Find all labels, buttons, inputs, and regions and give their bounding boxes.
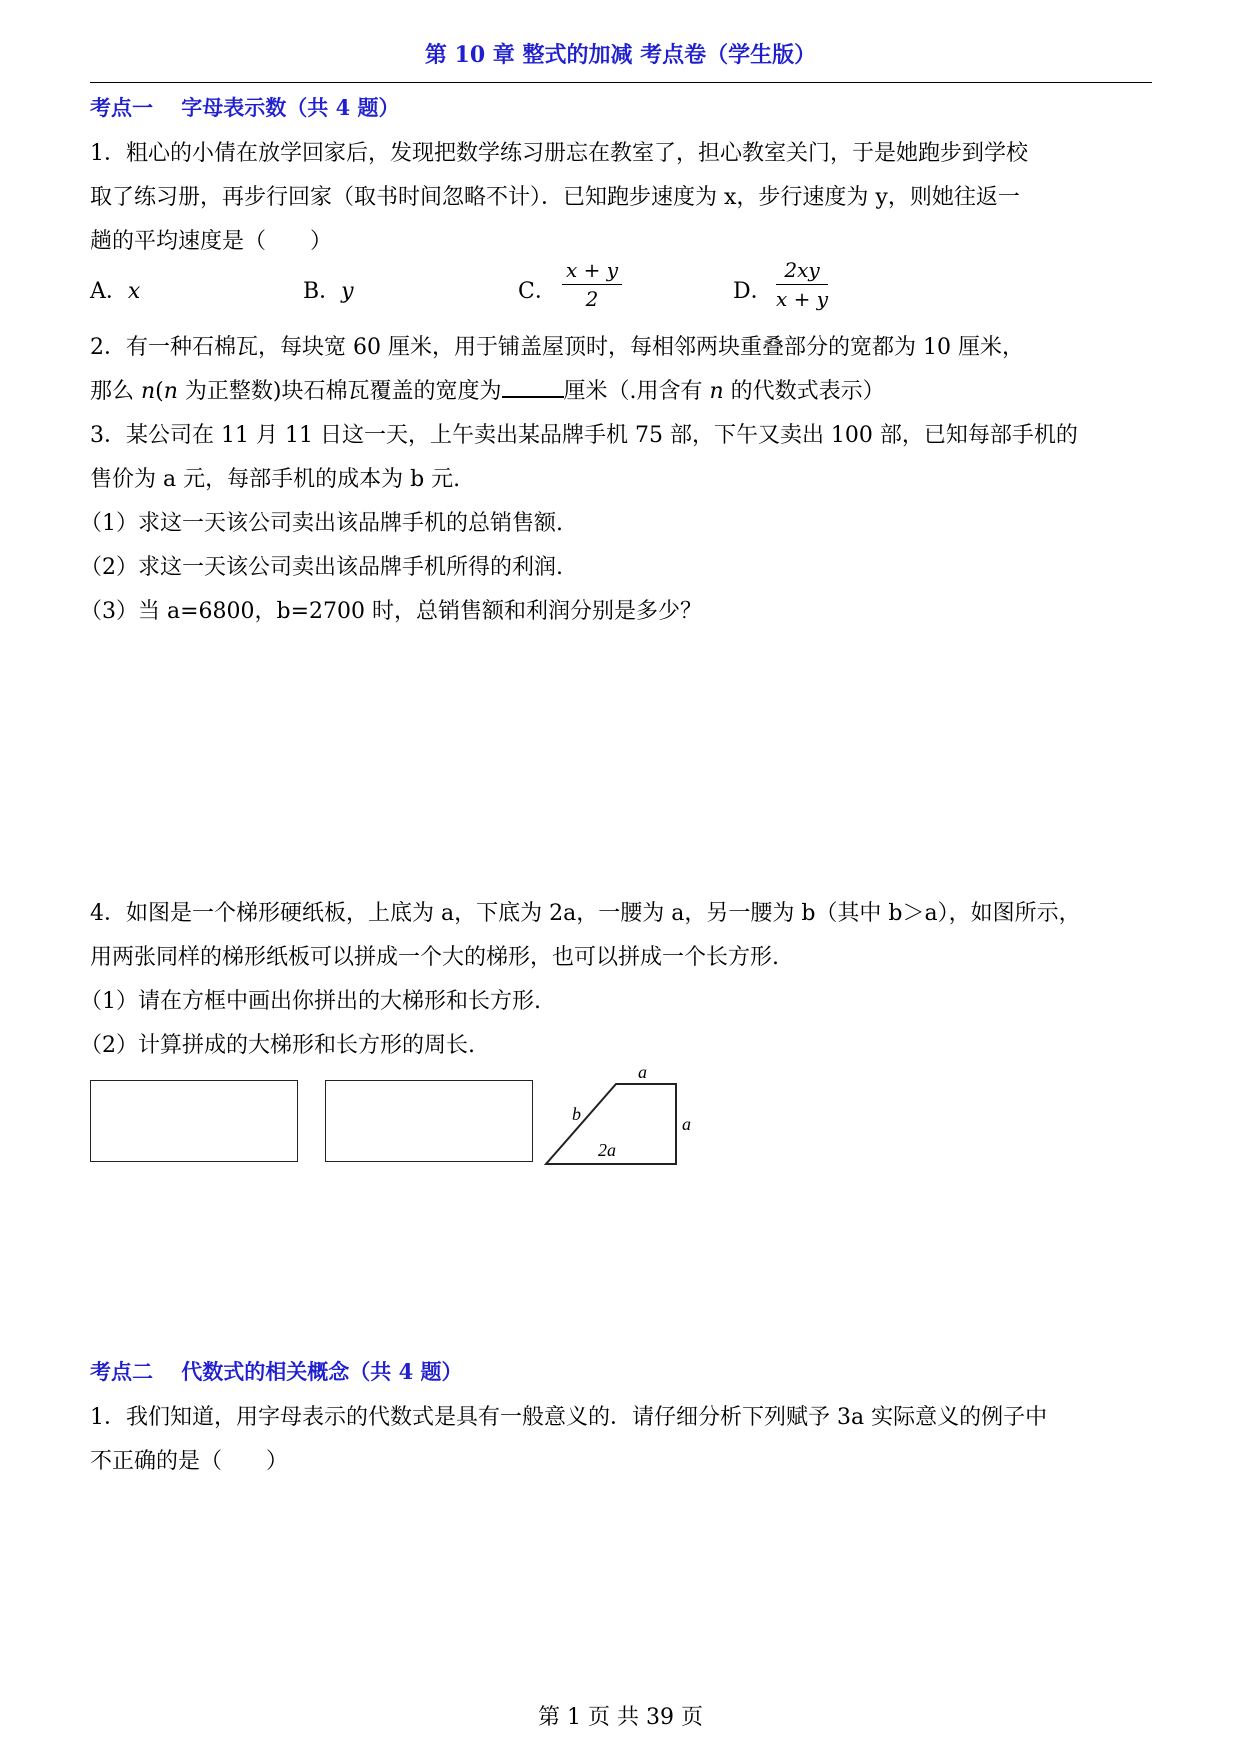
- q2-text: 为正整数)块石棉瓦覆盖的宽度为: [177, 379, 502, 404]
- q3-sub2: （2）求这一天该公司卖出该品牌手机所得的利润.: [80, 555, 563, 580]
- q2-text: 那么: [90, 379, 141, 404]
- page-title: 第 10 章 整式的加减 考点卷（学生版）: [424, 42, 817, 68]
- answer-blank[interactable]: [502, 395, 564, 398]
- q3-sub1: （1）求这一天该公司卖出该品牌手机的总销售额.: [80, 511, 563, 536]
- page-footer: 第 1 页 共 39 页: [538, 1705, 703, 1730]
- label-top-a: a: [638, 1062, 647, 1082]
- q2-text: 的代数式表示）: [723, 379, 885, 404]
- section-heading-2: 考点二 代数式的相关概念（共 4 题）: [90, 1359, 463, 1384]
- q1-option-c-label: C．: [518, 279, 557, 304]
- trapezoid-figure: [540, 1062, 700, 1174]
- q1-line2: 取了练习册，再步行回家（取书时间忽略不计）．已知跑步速度为 x，步行速度为 y，则她往返一: [90, 185, 1020, 210]
- q4-sub1: （1）请在方框中画出你拼出的大梯形和长方形.: [80, 989, 541, 1014]
- q4-sub2: （2）计算拼成的大梯形和长方形的周长.: [80, 1033, 475, 1058]
- s2-q1-line1: 1．我们知道，用字母表示的代数式是具有一般意义的．请仔细分析下列赋予 3a 实际意义的例子中: [90, 1405, 1048, 1430]
- q4-line2: 用两张同样的梯形纸板可以拼成一个大的梯形，也可以拼成一个长方形.: [90, 945, 779, 970]
- q2-var-n: n: [163, 379, 178, 404]
- q2-var-n: n: [141, 379, 156, 404]
- q2-var-n: n: [709, 379, 724, 404]
- option-label: B．: [303, 279, 342, 304]
- q1-option-d-label: D．: [733, 279, 773, 304]
- q2-text: 厘米（.用含有: [563, 379, 710, 404]
- fraction-numerator: x + y: [562, 258, 622, 285]
- option-value: y: [341, 279, 354, 304]
- fraction-denominator: 2: [585, 287, 599, 311]
- q1-option-d-fraction: [776, 258, 828, 311]
- label-right-a: a: [682, 1114, 691, 1134]
- label-left-b: b: [572, 1104, 581, 1124]
- q2-text: (: [155, 379, 164, 404]
- section-heading-1: 考点一 字母表示数（共 4 题）: [90, 95, 400, 120]
- drawing-box-rectangle[interactable]: [325, 1080, 533, 1162]
- q1-line3: 趟的平均速度是（ ）: [90, 229, 333, 254]
- q2-line2: [90, 374, 885, 405]
- drawing-box-trapezoid[interactable]: [90, 1080, 298, 1162]
- q2-line1: 2．有一种石棉瓦，每块宽 60 厘米，用于铺盖屋顶时，每相邻两块重叠部分的宽都为 10 厘米，: [90, 335, 1024, 360]
- header-divider: [90, 82, 1152, 83]
- fraction-numerator: 2xy: [776, 258, 828, 285]
- fraction-denominator: x + y: [776, 287, 829, 311]
- s2-q1-line2: 不正确的是（ ）: [90, 1449, 289, 1474]
- q1-option-a: [90, 274, 140, 305]
- q3-sub3: （3）当 a=6800，b=2700 时，总销售额和利润分别是多少？: [80, 599, 703, 624]
- q1-option-c-fraction: [562, 258, 622, 311]
- label-bottom-2a: 2a: [598, 1140, 616, 1160]
- option-value: x: [127, 279, 141, 304]
- q3-line2: 售价为 a 元，每部手机的成本为 b 元.: [90, 467, 461, 492]
- q1-line1: 1．粗心的小倩在放学回家后，发现把数学练习册忘在教室了，担心教室关门，于是她跑步到学校: [90, 141, 1029, 166]
- q3-line1: 3．某公司在 11 月 11 日这一天，上午卖出某品牌手机 75 部，下午又卖出 100 部，已知每部手机的: [90, 423, 1078, 448]
- q1-option-b: [303, 274, 354, 305]
- q4-line1: 4．如图是一个梯形硬纸板，上底为 a，下底为 2a，一腰为 a，另一腰为 b（其中 b＞a），如图所示，: [90, 901, 1081, 926]
- option-label: A．: [90, 279, 128, 304]
